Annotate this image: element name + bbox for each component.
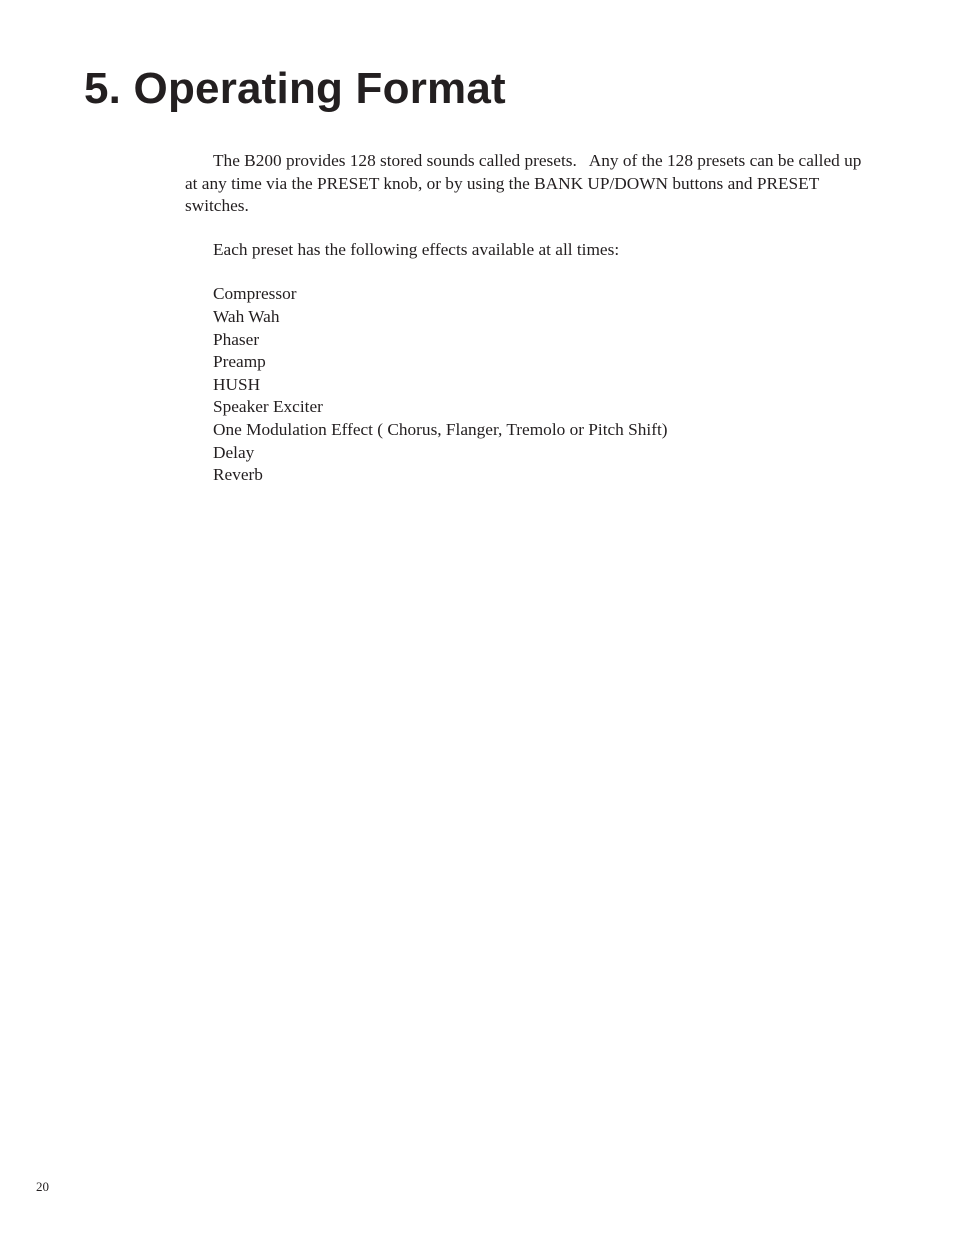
effect-item-hush: HUSH <box>213 374 261 394</box>
section-body <box>185 150 865 487</box>
effects-list <box>213 283 865 486</box>
page-number: 20 <box>36 1179 49 1194</box>
effect-item-wah-wah: Wah Wah <box>213 306 280 326</box>
effect-item-speaker-exciter: Speaker Exciter <box>213 397 323 417</box>
overview-paragraph: The B200 provides 128 stored sounds called presets. Any of the 128 presets can be called up at any time via the PRESET knob, or by using the BANK UP/DOWN buttons and PRESET switches. <box>185 151 866 216</box>
effect-item-delay: Delay <box>213 442 255 462</box>
effect-item-modulation: One Modulation Effect ( Chorus, Flanger, Tremolo or Pitch Shift) <box>213 419 668 439</box>
effects-intro-paragraph: Each preset has the following effects available at all times: <box>213 239 620 259</box>
effect-item-compressor: Compressor <box>213 284 297 304</box>
page-title: 5. Operating Format <box>84 64 506 113</box>
effect-item-preamp: Preamp <box>213 352 266 372</box>
effect-item-phaser: Phaser <box>213 329 260 349</box>
effect-item-reverb: Reverb <box>213 465 263 485</box>
